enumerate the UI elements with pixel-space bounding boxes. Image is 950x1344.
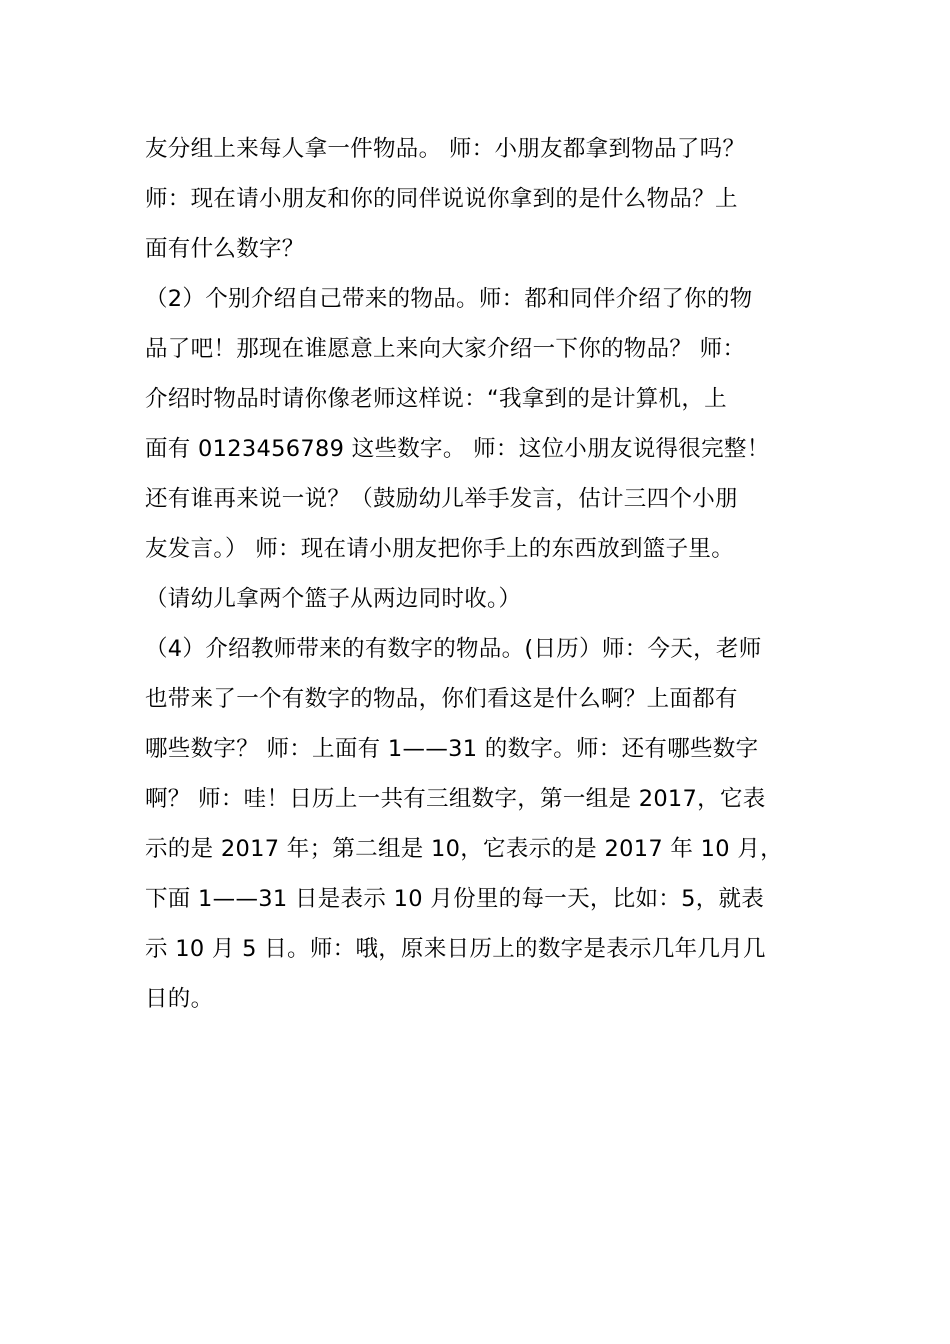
text-line: （4）介绍教师带来的有数字的物品。(日历）师：今天，老师 [145, 636, 762, 662]
text-line: 下面 1——31 日是表示 10 月份里的每一天，比如：5，就表 [145, 886, 765, 912]
text-line: 哪些数字？ 师：上面有 1——31 的数字。师：还有哪些数字 [145, 736, 759, 762]
text-line: 友发言。） 师：现在请小朋友把你手上的东西放到篮子里。 [145, 536, 735, 562]
text-line: 面有什么数字？ [145, 236, 305, 262]
text-line: 友分组上来每人拿一件物品。 师：小朋友都拿到物品了吗？ [145, 136, 746, 162]
text-line: 品了吧！那现在谁愿意上来向大家介绍一下你的物品？ 师： [145, 336, 746, 362]
text-line: 介绍时物品时请你像老师这样说：“我拿到的是计算机，上 [145, 386, 727, 412]
text-line: 还有谁再来说一说？（鼓励幼儿举手发言，估计三四个小朋 [145, 486, 738, 512]
text-line: 示 10 月 5 日。师：哦，原来日历上的数字是表示几年几月几 [145, 936, 766, 962]
body-text [145, 124, 815, 1024]
text-line: 示的是 2017 年；第二组是 10，它表示的是 2017 年 10 月， [145, 836, 783, 862]
text-line: （请幼儿拿两个篮子从两边同时收。） [145, 586, 522, 612]
text-line: 日的。 [145, 986, 214, 1012]
text-line: （2）个别介绍自己带来的物品。师：都和同伴介绍了你的物 [145, 286, 753, 312]
text-line: 面有 0123456789 这些数字。 师：这位小朋友说得很完整！ [145, 436, 770, 462]
text-line: 师：现在请小朋友和你的同伴说说你拿到的是什么物品？上 [145, 186, 738, 212]
text-line: 也带来了一个有数字的物品，你们看这是什么啊？上面都有 [145, 686, 738, 712]
text-line: 啊？ 师：哇！日历上一共有三组数字，第一组是 2017，它表 [145, 786, 766, 812]
